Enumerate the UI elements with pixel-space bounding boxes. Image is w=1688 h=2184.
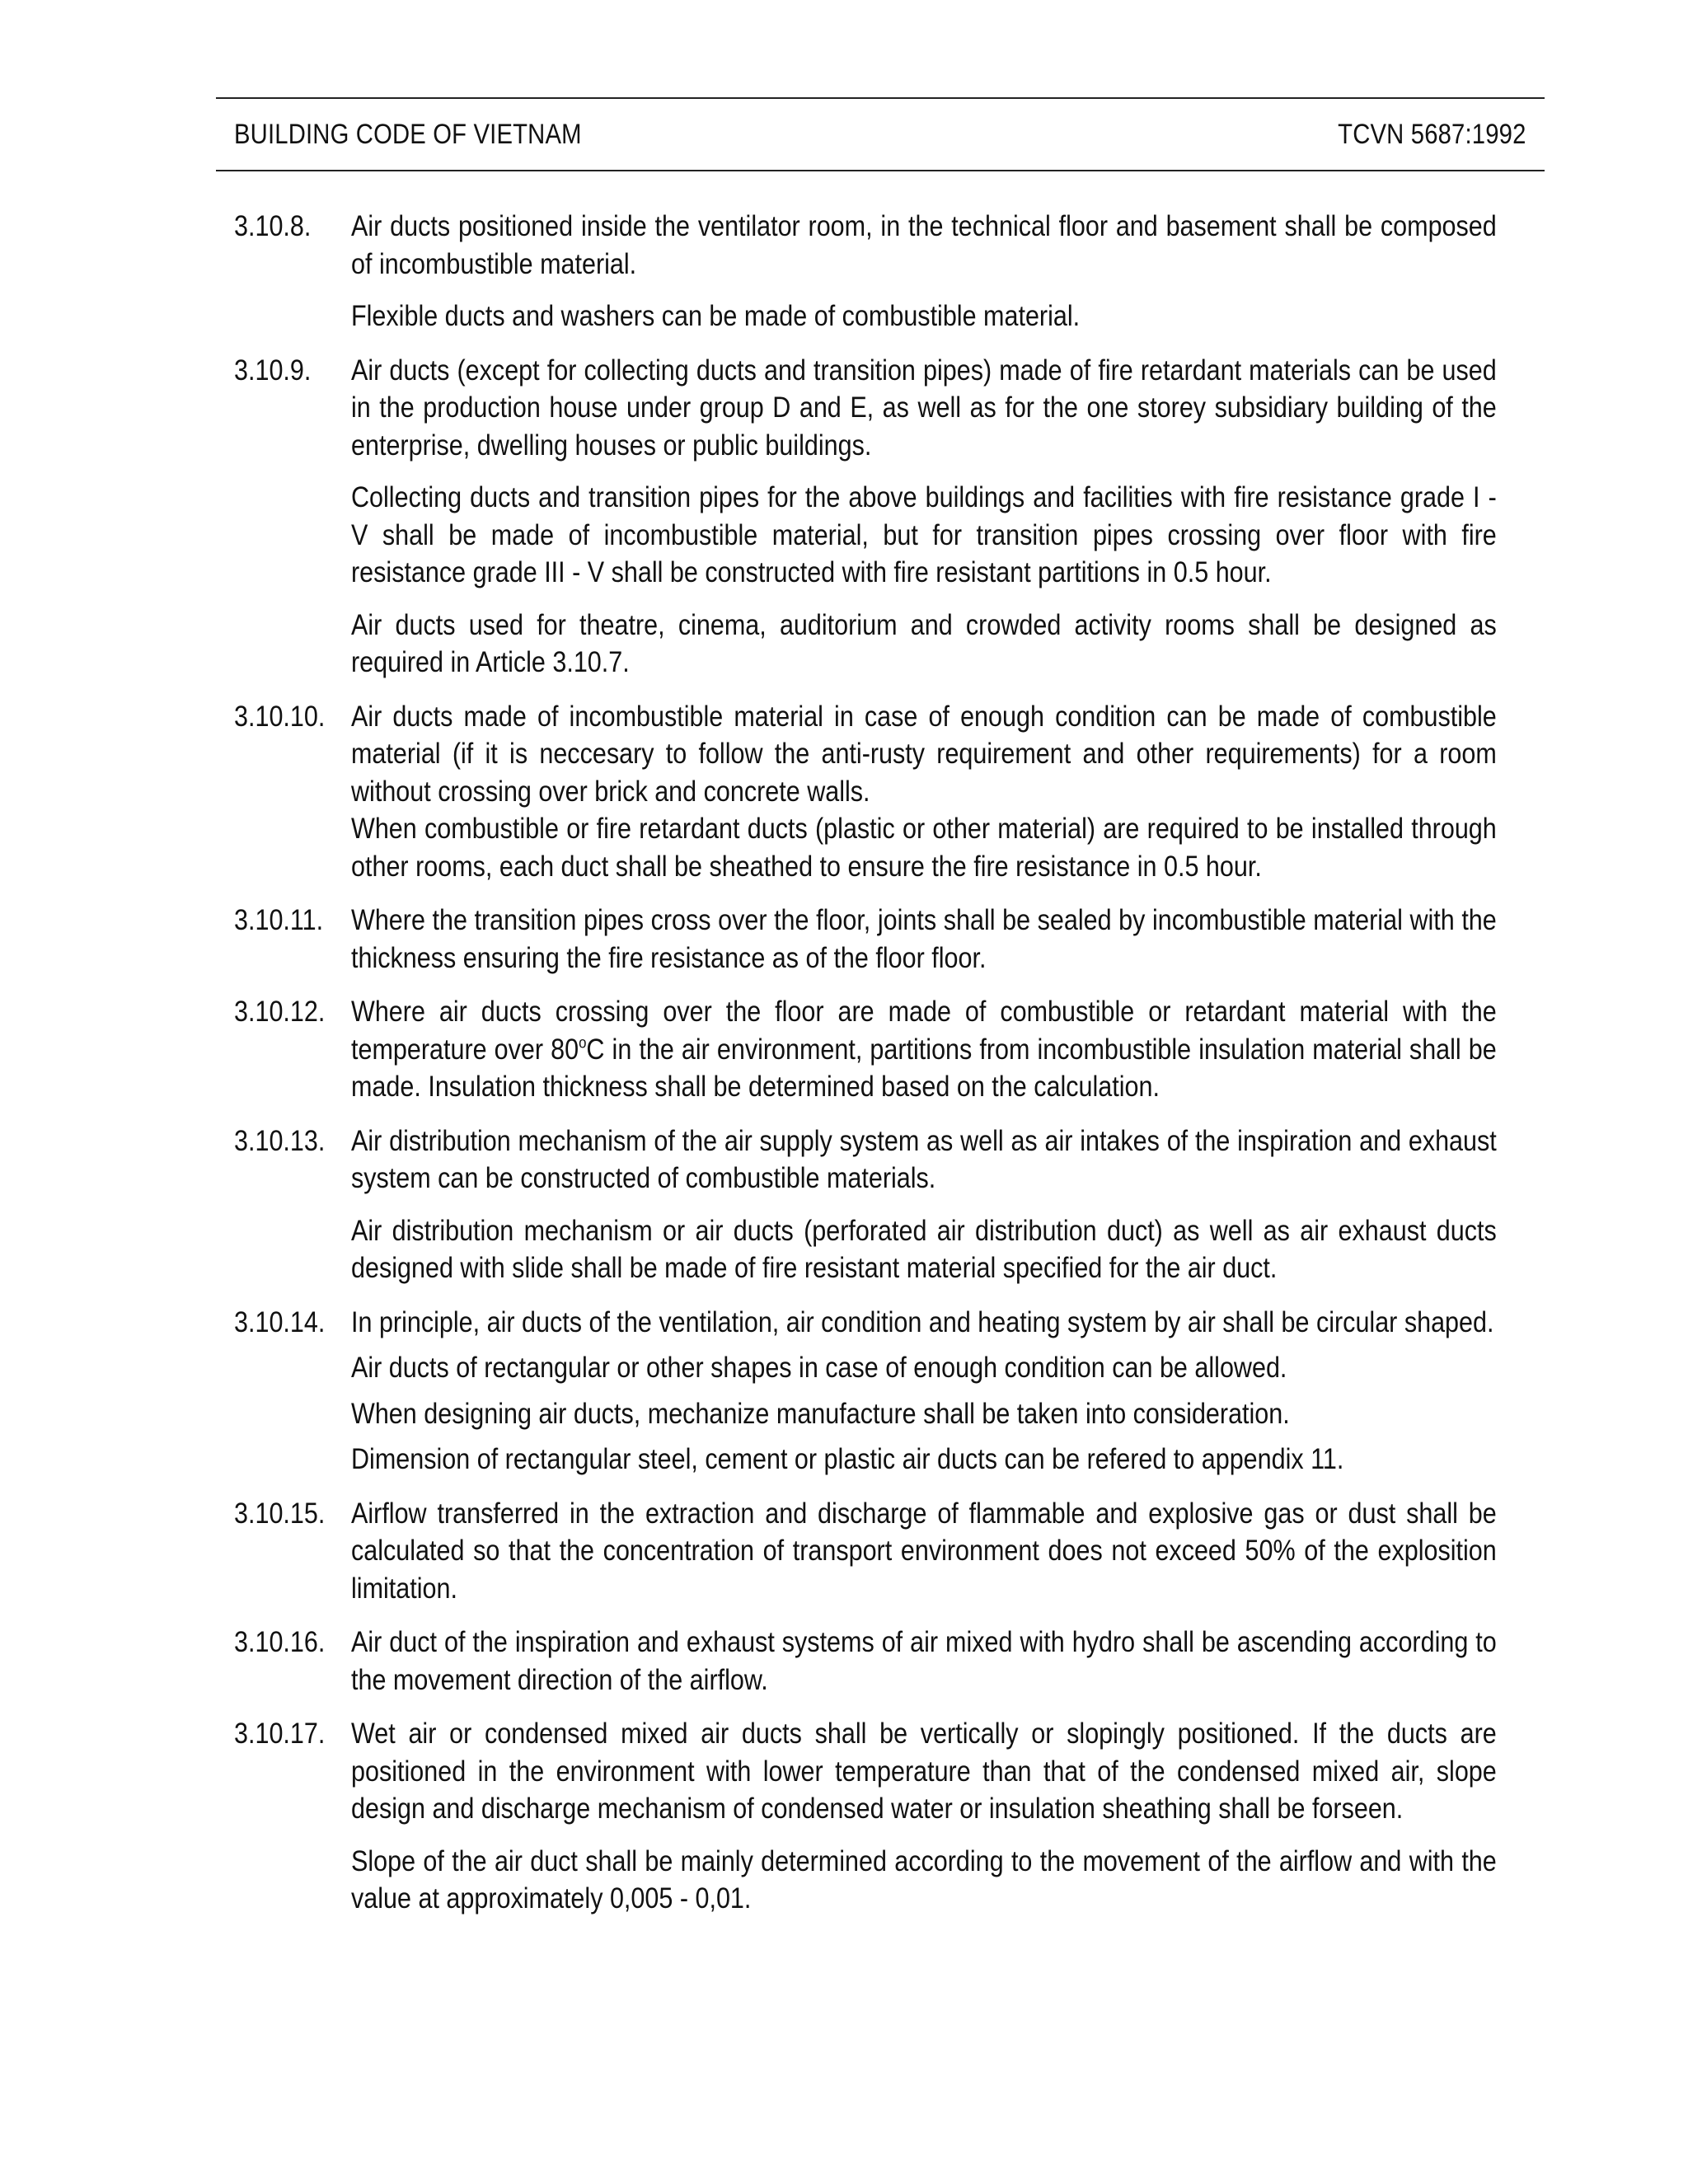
clause-number: 3.10.9.: [234, 353, 312, 387]
clause-paragraph: Collecting ducts and transition pipes for the above buildings and facilities with fire resistance grade I - V shall be made of incombustible material, but for transition pipes crossing over floor with fire resistance grade III - V shall be constructed with fire resistant partitions in 0.5 hour.: [351, 480, 1497, 588]
document-body: [234, 208, 1497, 1934]
clause-3-10-10: [234, 698, 1497, 886]
clause-paragraph: Air ducts made of incombustible material in case of enough condition can be made of combustible material (if it is neccesary to follow the anti-rusty requirement and other requirements) for a room without crossing over brick and concrete walls.: [351, 699, 1497, 808]
clause-3-10-16: [234, 1624, 1497, 1699]
clause-paragraph: Air ducts positioned inside the ventilator room, in the technical floor and basement shall be composed of incombustible material.: [351, 209, 1497, 280]
clause-number: 3.10.10.: [234, 699, 326, 733]
header-standard-code: TCVN 5687:1992: [1338, 119, 1526, 150]
clause-paragraph: Where the transition pipes cross over the floor, joints shall be sealed by incombustible material with the thickness ensuring the fire resistance as of the floor floor.: [351, 903, 1497, 974]
clause-3-10-13: [234, 1122, 1497, 1287]
clause-number: 3.10.8.: [234, 209, 312, 242]
clause-number: 3.10.14.: [234, 1305, 326, 1338]
clause-3-10-17: [234, 1715, 1497, 1918]
clause-number: 3.10.17.: [234, 1717, 326, 1750]
clause-paragraph: [351, 993, 1497, 1106]
clause-paragraph: Air ducts of rectangular or other shapes in case of enough condition can be allowed.: [351, 1351, 1287, 1384]
degree-superscript: o: [579, 1033, 587, 1052]
clause-number: 3.10.12.: [234, 995, 326, 1028]
clause-paragraph: When designing air ducts, mechanize manufacture shall be taken into consideration.: [351, 1396, 1290, 1430]
clause-number: 3.10.11.: [234, 903, 324, 936]
clause-3-10-9: [234, 352, 1497, 682]
clause-number: 3.10.15.: [234, 1496, 326, 1530]
clause-3-10-12: [234, 993, 1497, 1106]
clause-3-10-11: [234, 902, 1497, 977]
clause-paragraph: When combustible or fire retardant ducts (plastic or other material) are required to be installed through other rooms, each duct shall be sheathed to ensure the fire resistance in 0.5 hour.: [351, 812, 1497, 883]
clause-number: 3.10.16.: [234, 1625, 326, 1658]
clause-3-10-15: [234, 1495, 1497, 1608]
page-header: [216, 97, 1545, 171]
clause-paragraph: In principle, air ducts of the ventilation, air condition and heating system by air shall be circular shaped.: [351, 1305, 1494, 1338]
header-title: BUILDING CODE OF VIETNAM: [234, 119, 582, 150]
clause-3-10-8: [234, 208, 1497, 335]
clause-paragraph: Slope of the air duct shall be mainly determined according to the movement of the airflow and with the value at approximately 0,005 - 0,01.: [351, 1844, 1497, 1915]
clause-text-part: Where air ducts crossing over the floor are made of combustible or retardant material with the temperature over 80: [351, 995, 1497, 1066]
clause-3-10-14: [234, 1304, 1494, 1479]
clause-paragraph: Airflow transferred in the extraction and discharge of flammable and explosive gas or dust shall be calculated so that the concentration of transport environment does not exceed 50% of the explosition limitation.: [351, 1496, 1497, 1605]
clause-paragraph: Wet air or condensed mixed air ducts shall be vertically or slopingly positioned. If the ducts are positioned in the environment with lower temperature than that of the condensed mixed air, slope design and discharge mechanism of condensed water or insulation sheathing shall be forseen.: [351, 1717, 1497, 1825]
clause-text-part: C in the air environment, partitions from incombustible insulation material shall be made. Insulation thickness shall be determined based on the calculation.: [351, 1032, 1497, 1103]
clause-number: 3.10.13.: [234, 1123, 326, 1157]
clause-paragraph: Air ducts used for theatre, cinema, auditorium and crowded activity rooms shall be designed as required in Article 3.10.7.: [351, 607, 1497, 678]
clause-paragraph: Air distribution mechanism or air ducts (perforated air distribution duct) as well as air exhaust ducts designed with slide shall be made of fire resistant material specified for the air duct.: [351, 1213, 1497, 1284]
clause-paragraph: Dimension of rectangular steel, cement or plastic air ducts can be refered to appendix 11.: [351, 1442, 1344, 1475]
clause-paragraph: Flexible ducts and washers can be made of combustible material.: [351, 299, 1081, 332]
clause-paragraph: Air duct of the inspiration and exhaust systems of air mixed with hydro shall be ascending according to the movement direction of the airflow.: [351, 1625, 1497, 1696]
clause-paragraph: Air distribution mechanism of the air supply system as well as air intakes of the inspiration and exhaust system can be constructed of combustible materials.: [351, 1123, 1497, 1194]
clause-paragraph: Air ducts (except for collecting ducts and transition pipes) made of fire retardant materials can be used in the production house under group D and E, as well as for the one storey subsidiary building of the enterprise, dwelling houses or public buildings.: [351, 353, 1497, 462]
